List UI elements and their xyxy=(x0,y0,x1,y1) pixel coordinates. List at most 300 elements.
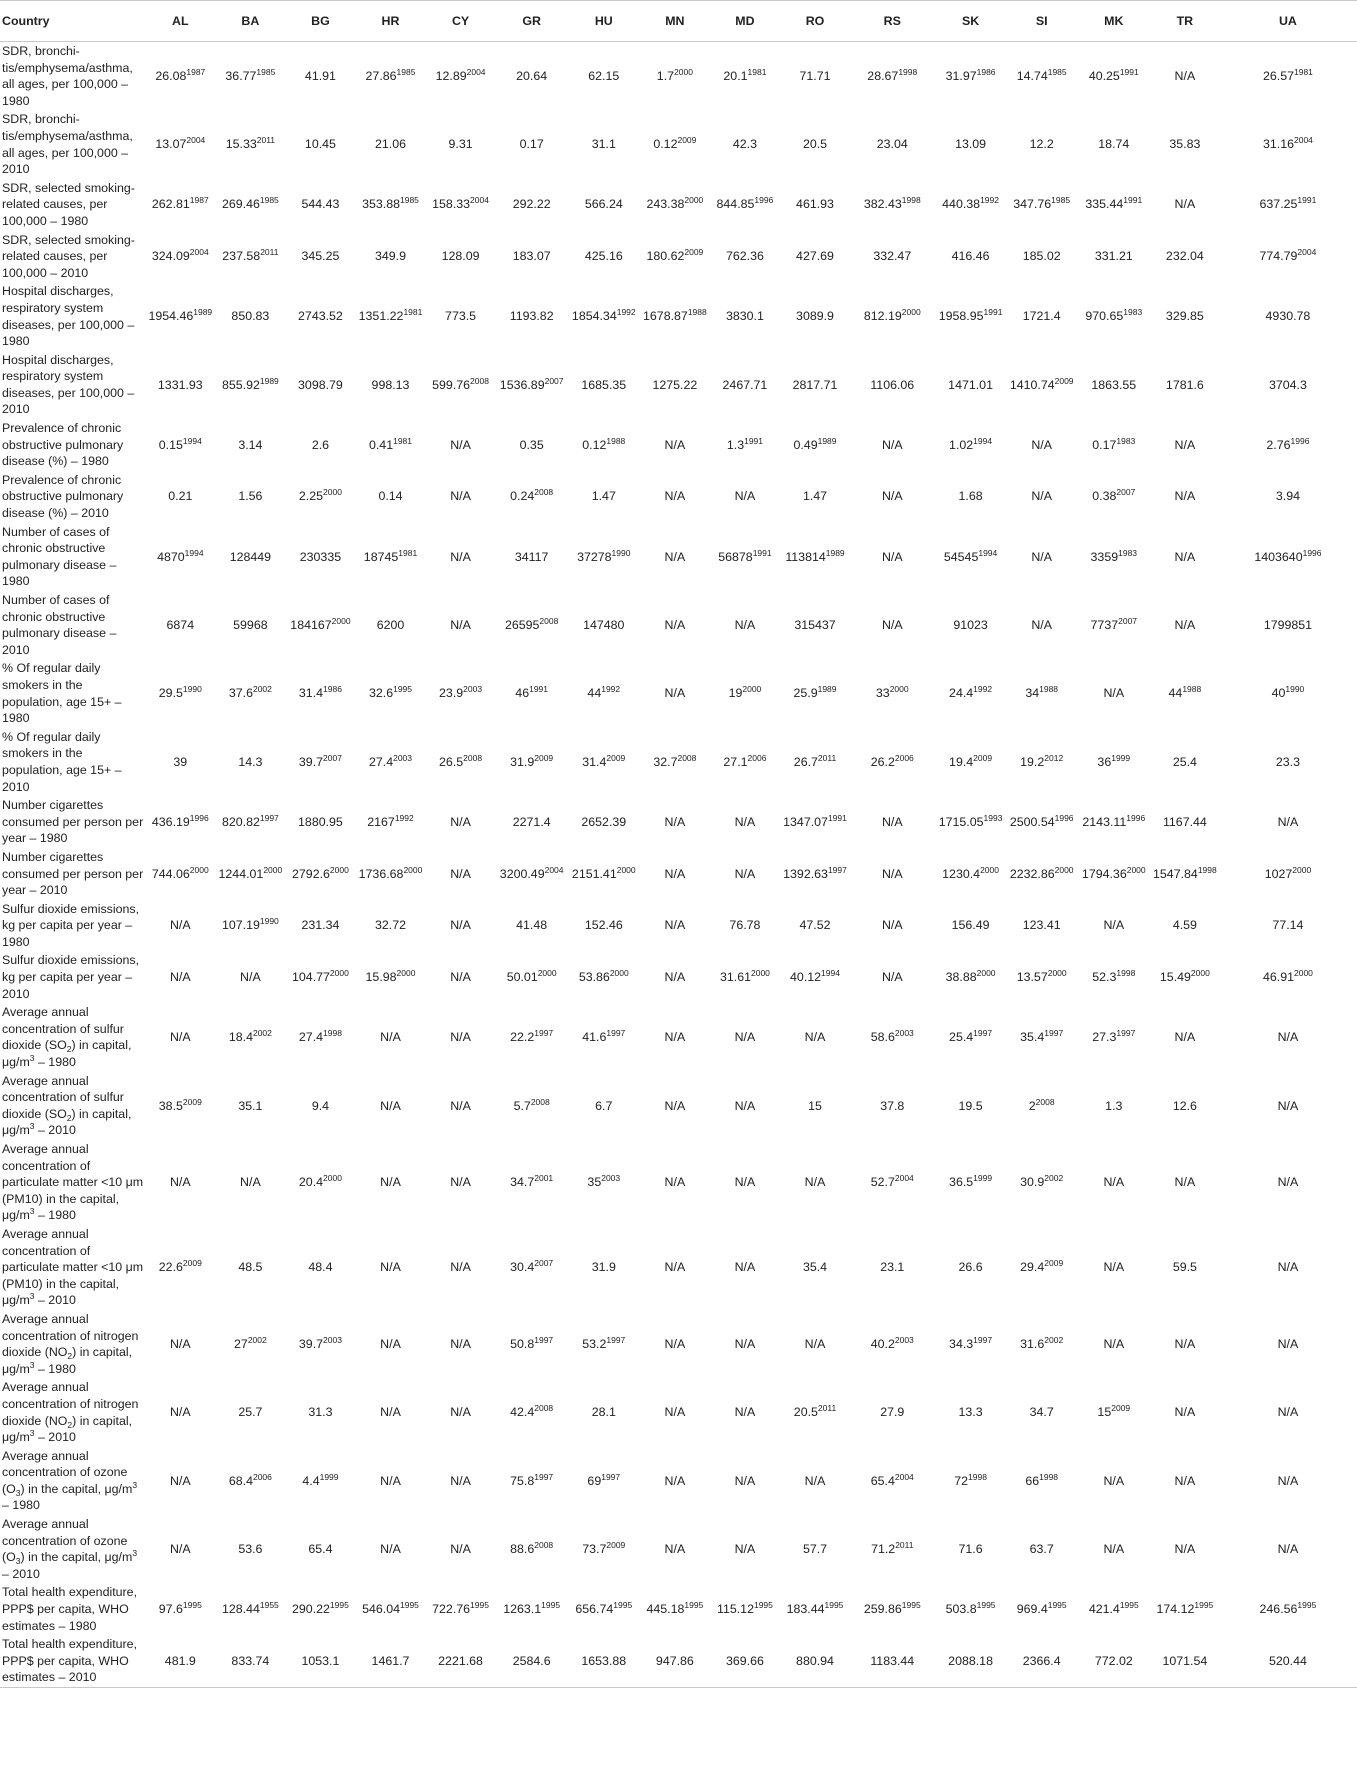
row-label: Average annual concentration of sulfur dioxide $(SO_2)$ in capital, $\mu g/m^3 - 2010$ xyxy=(2,1073,132,1138)
cell-gr xyxy=(496,1072,568,1140)
cell-si xyxy=(1007,471,1077,523)
cell-tr xyxy=(1151,419,1219,471)
cell-value: 20.5 xyxy=(802,137,828,152)
cell-year: 1997 xyxy=(601,1471,621,1482)
cell-sk xyxy=(935,1225,1007,1310)
cell-si xyxy=(1007,1003,1077,1071)
cell-ua xyxy=(1219,1635,1357,1687)
cell-sk xyxy=(935,1310,1007,1378)
cell-value: 315437 xyxy=(794,617,836,632)
cell-value: 31.97 xyxy=(945,68,977,83)
cell-ba xyxy=(215,523,285,591)
cell-value: 13.3 xyxy=(958,1405,983,1420)
cell-value: 21.06 xyxy=(374,137,406,152)
cell-tr xyxy=(1151,1583,1219,1635)
cell-value: 722.76 xyxy=(432,1602,471,1617)
header-mk: MK xyxy=(1104,13,1124,28)
cell-hr xyxy=(355,1072,425,1140)
cell-value: N/A xyxy=(664,1473,686,1488)
cell-value: 9.4 xyxy=(311,1098,330,1113)
cell-value: 1183.44 xyxy=(870,1653,915,1668)
cell-ua xyxy=(1219,951,1357,1003)
row-label: % Of regular daily smokers in the population, age 15+ – 1980 xyxy=(2,661,122,726)
cell-tr xyxy=(1151,1140,1219,1225)
cell-value: 3704.3 xyxy=(1268,377,1307,392)
cell-value: N/A xyxy=(664,1260,686,1275)
cell-value: 1.3 xyxy=(726,437,745,452)
cell-mn xyxy=(640,523,710,591)
cell-year: 1985 xyxy=(1051,195,1071,206)
cell-value: 27.4 xyxy=(368,754,394,769)
cell-mn xyxy=(640,282,710,350)
cell-value: 1071.54 xyxy=(1162,1653,1208,1668)
cell-value: 1.7 xyxy=(656,68,675,83)
cell-value: N/A xyxy=(169,970,191,985)
cell-value: 57.7 xyxy=(802,1541,828,1556)
cell-value: 75.8 xyxy=(510,1473,535,1488)
cell-value: 4.4 xyxy=(302,1473,320,1488)
cell-year: 1988 xyxy=(606,435,626,446)
cell-value: N/A xyxy=(380,1541,401,1556)
row-label: Sulfur dioxide emissions, kg per capita per year – 1980 xyxy=(2,901,140,949)
cell-hu xyxy=(568,523,640,591)
cell-value: 1653.88 xyxy=(581,1653,627,1668)
cell-value: 1954.46 xyxy=(148,309,194,324)
cell-tr xyxy=(1151,1447,1219,1515)
cell-year: 2009 xyxy=(534,752,554,763)
cell-ro xyxy=(780,1072,850,1140)
cell-cy xyxy=(426,728,496,796)
cell-cy xyxy=(426,659,496,727)
cell-mk xyxy=(1077,179,1151,231)
cell-value: 969.4 xyxy=(1016,1602,1048,1617)
cell-value: 27.3 xyxy=(1092,1030,1117,1045)
cell-value: N/A xyxy=(1103,1473,1125,1488)
cell-cy xyxy=(426,179,496,231)
cell-tr xyxy=(1151,728,1219,796)
cell-mk xyxy=(1077,1635,1151,1687)
cell-year: 2009 xyxy=(1111,1403,1131,1414)
cell-rs xyxy=(850,728,934,796)
cell-value: 19.4 xyxy=(949,754,974,769)
cell-value: 128.44 xyxy=(221,1602,260,1617)
row-label: Number cigarettes consumed per person per year – 2010 xyxy=(2,849,144,898)
cell-value: 31.4 xyxy=(582,754,607,769)
cell-mn xyxy=(640,1140,710,1225)
cell-mn xyxy=(640,659,710,727)
cell-ro xyxy=(780,848,850,900)
cell-gr xyxy=(496,1447,568,1515)
cell-ua xyxy=(1219,419,1357,471)
cell-year: 1997 xyxy=(973,1028,993,1039)
cell-value: N/A xyxy=(380,1336,401,1351)
cell-mk xyxy=(1077,231,1151,283)
cell-year: 1997 xyxy=(606,1334,626,1345)
cell-value: 3200.49 xyxy=(499,866,545,881)
cell-tr xyxy=(1151,659,1219,727)
cell-mn xyxy=(640,1378,710,1446)
cell-year: 2003 xyxy=(894,1028,914,1039)
cell-value: N/A xyxy=(804,1473,826,1488)
cell-year: 1992 xyxy=(394,812,414,823)
cell-value: 41.48 xyxy=(516,918,548,933)
cell-year: 1989 xyxy=(817,435,837,446)
cell-rs xyxy=(850,282,934,350)
cell-hr xyxy=(355,796,425,848)
cell-value: 599.76 xyxy=(432,377,471,392)
cell-al xyxy=(145,728,215,796)
cell-value: N/A xyxy=(380,1030,401,1045)
cell-mn xyxy=(640,796,710,848)
cell-ua xyxy=(1219,1515,1357,1583)
cell-sk xyxy=(935,728,1007,796)
cell-value: N/A xyxy=(664,1405,686,1420)
cell-year: 2000 xyxy=(674,66,693,77)
cell-rs xyxy=(850,1003,934,1071)
cell-hr xyxy=(355,900,425,952)
cell-value: 637.25 xyxy=(1259,197,1298,212)
cell-value: 1799851 xyxy=(1263,617,1313,632)
cell-value: 998.13 xyxy=(371,377,410,392)
cell-hu xyxy=(568,1140,640,1225)
cell-rs xyxy=(850,1310,934,1378)
cell-si xyxy=(1007,1378,1077,1446)
cell-value: 48.5 xyxy=(238,1260,263,1275)
table-row xyxy=(0,110,1357,178)
row-label: Number of cases of chronic obstructive pulmonary disease – 2010 xyxy=(2,593,117,657)
header-hr: HR xyxy=(381,13,400,28)
cell-mn xyxy=(640,42,710,111)
cell-year: 2008 xyxy=(470,375,489,386)
cell-value: 762.36 xyxy=(725,249,764,264)
cell-value: 31.3 xyxy=(308,1405,333,1420)
cell-value: N/A xyxy=(450,437,471,452)
cell-ro xyxy=(780,659,850,727)
cell-ro xyxy=(780,1635,850,1687)
cell-si xyxy=(1007,951,1077,1003)
cell-year: 2003 xyxy=(601,1173,621,1184)
cell-si xyxy=(1007,591,1077,659)
header-cy: CY xyxy=(451,13,470,28)
cell-hu xyxy=(568,110,640,178)
cell-si xyxy=(1007,42,1077,111)
cell-tr xyxy=(1151,523,1219,591)
cell-cy xyxy=(426,591,496,659)
cell-value: 50.8 xyxy=(510,1336,535,1351)
cell-value: 34 xyxy=(1025,686,1040,701)
header-ua: UA xyxy=(1278,13,1297,28)
cell-value: 68.4 xyxy=(228,1473,253,1488)
cell-value: N/A xyxy=(1277,1336,1299,1351)
cell-hr xyxy=(355,1140,425,1225)
cell-value: N/A xyxy=(881,617,903,632)
cell-value: 1863.55 xyxy=(1091,377,1137,392)
cell-value: 97.6 xyxy=(158,1602,183,1617)
cell-value: 812.19 xyxy=(863,309,902,324)
cell-hu xyxy=(568,1378,640,1446)
cell-bg xyxy=(285,1310,355,1378)
cell-year: 1996 xyxy=(189,812,209,823)
cell-value: 40 xyxy=(1271,686,1286,701)
cell-value: N/A xyxy=(881,489,903,504)
cell-ua xyxy=(1219,900,1357,952)
cell-md xyxy=(710,1635,780,1687)
cell-value: 27.4 xyxy=(298,1030,324,1045)
cell-year: 2011 xyxy=(256,135,276,146)
cell-bg xyxy=(285,179,355,231)
cell-al xyxy=(145,1072,215,1140)
cell-value: N/A xyxy=(450,617,471,632)
cell-year: 2004 xyxy=(894,1471,914,1482)
row-label: SDR, bronchi-tis/emphysema/asthma, all ages, per 100,000 – 2010 xyxy=(2,112,133,177)
cell-value: 15.98 xyxy=(365,970,397,985)
cell-year: 2004 xyxy=(470,195,489,206)
cell-value: 18745 xyxy=(363,549,399,564)
cell-year: 1991 xyxy=(752,547,772,558)
cell-ro xyxy=(780,900,850,952)
cell-value: N/A xyxy=(450,489,471,504)
cell-value: 3359 xyxy=(1090,549,1119,564)
cell-value: N/A xyxy=(1031,489,1052,504)
cell-value: N/A xyxy=(1174,437,1196,452)
cell-value: 115.12 xyxy=(716,1602,754,1617)
cell-hr xyxy=(355,471,425,523)
cell-year: 2009 xyxy=(606,1539,626,1550)
cell-value: 35.1 xyxy=(238,1098,263,1113)
header-md: MD xyxy=(735,13,755,28)
cell-value: 32.6 xyxy=(368,686,394,701)
cell-value: 32.72 xyxy=(374,918,406,933)
cell-year: 2006 xyxy=(252,1471,272,1482)
cell-bg xyxy=(285,591,355,659)
cell-year: 1995 xyxy=(541,1600,561,1611)
cell-al xyxy=(145,1003,215,1071)
cell-hu xyxy=(568,1003,640,1071)
cell-ba xyxy=(215,1583,285,1635)
cell-mk xyxy=(1077,523,1151,591)
cell-gr xyxy=(496,1515,568,1583)
cell-ba xyxy=(215,1447,285,1515)
cell-year: 2004 xyxy=(1293,135,1313,146)
cell-value: 24.4 xyxy=(949,686,974,701)
cell-value: 1053.1 xyxy=(301,1653,340,1668)
cell-value: 2143.11 xyxy=(1082,814,1127,829)
cell-hr xyxy=(355,1447,425,1515)
cell-cy xyxy=(426,1583,496,1635)
cell-gr xyxy=(496,419,568,471)
cell-year: 1985 xyxy=(399,195,419,206)
cell-ba xyxy=(215,728,285,796)
cell-value: N/A xyxy=(1103,1260,1125,1275)
cell-si xyxy=(1007,796,1077,848)
cell-sk xyxy=(935,42,1007,111)
cell-ro xyxy=(780,282,850,350)
cell-value: N/A xyxy=(450,1336,471,1351)
cell-md xyxy=(710,523,780,591)
cell-mn xyxy=(640,1583,710,1635)
cell-year: 1990 xyxy=(182,684,202,695)
cell-ua xyxy=(1219,796,1357,848)
cell-value: 0.49 xyxy=(793,437,818,452)
cell-value: 56878 xyxy=(718,549,753,564)
cell-year: 1999 xyxy=(973,1173,993,1184)
cell-year: 1995 xyxy=(901,1600,921,1611)
cell-year: 2008 xyxy=(463,752,483,763)
header-mn: MN xyxy=(665,13,685,28)
cell-value: 2.76 xyxy=(1266,437,1291,452)
cell-sk xyxy=(935,471,1007,523)
cell-gr xyxy=(496,42,568,111)
cell-value: N/A xyxy=(1277,1260,1299,1275)
cell-md xyxy=(710,659,780,727)
cell-year: 1981 xyxy=(747,66,767,77)
cell-value: 26.57 xyxy=(1262,68,1294,83)
cell-rs xyxy=(850,1225,934,1310)
cell-ro xyxy=(780,1310,850,1378)
cell-year: 1995 xyxy=(684,1600,704,1611)
cell-year: 2000 xyxy=(609,968,629,979)
cell-value: 0.24 xyxy=(510,489,535,504)
cell-mk xyxy=(1077,42,1151,111)
cell-year: 2000 xyxy=(1047,968,1067,979)
cell-ro xyxy=(780,179,850,231)
cell-mk xyxy=(1077,728,1151,796)
cell-value: 0.21 xyxy=(168,489,193,504)
cell-value: N/A xyxy=(734,1098,756,1113)
cell-ba xyxy=(215,951,285,1003)
cell-rs xyxy=(850,471,934,523)
cell-si xyxy=(1007,1635,1077,1687)
cell-value: 20.4 xyxy=(298,1175,324,1190)
cell-value: N/A xyxy=(1174,1541,1196,1556)
cell-year: 1995 xyxy=(824,1600,844,1611)
cell-year: 2009 xyxy=(606,752,626,763)
cell-al xyxy=(145,848,215,900)
cell-sk xyxy=(935,419,1007,471)
cell-mk xyxy=(1077,110,1151,178)
cell-mk xyxy=(1077,471,1151,523)
table-row xyxy=(0,1378,1357,1446)
cell-year: 1985 xyxy=(396,66,416,77)
cell-cy xyxy=(426,419,496,471)
cell-year: 1991 xyxy=(1297,195,1317,206)
table-body xyxy=(0,42,1357,1688)
cell-sk xyxy=(935,523,1007,591)
cell-value: N/A xyxy=(450,1175,471,1190)
cell-value: N/A xyxy=(664,814,686,829)
cell-bg xyxy=(285,351,355,419)
cell-value: N/A xyxy=(240,970,261,985)
cell-year: 2009 xyxy=(1044,1258,1064,1269)
cell-year: 1991 xyxy=(529,684,549,695)
cell-ro xyxy=(780,591,850,659)
cell-bg xyxy=(285,42,355,111)
cell-value: 22.6 xyxy=(158,1260,183,1275)
cell-gr xyxy=(496,728,568,796)
cell-year: 2003 xyxy=(463,684,483,695)
cell-value: 13.57 xyxy=(1016,970,1048,985)
cell-value: 28.1 xyxy=(591,1405,616,1420)
cell-si xyxy=(1007,1310,1077,1378)
cell-value: 1536.89 xyxy=(499,377,545,392)
cell-sk xyxy=(935,1072,1007,1140)
cell-gr xyxy=(496,1140,568,1225)
cell-hr xyxy=(355,1310,425,1378)
cell-value: 156.49 xyxy=(951,918,990,933)
cell-year: 1994 xyxy=(821,968,840,979)
cell-md xyxy=(710,1583,780,1635)
cell-hu xyxy=(568,1583,640,1635)
cell-mk xyxy=(1077,1310,1151,1378)
cell-ro xyxy=(780,1515,850,1583)
table-row xyxy=(0,796,1357,848)
cell-value: 31.16 xyxy=(1262,137,1294,152)
cell-year: 1985 xyxy=(256,66,276,77)
cell-value: N/A xyxy=(450,549,471,564)
cell-value: N/A xyxy=(380,1260,401,1275)
cell-value: N/A xyxy=(450,1030,471,1045)
cell-value: 2652.39 xyxy=(581,814,627,829)
cell-value: 6874 xyxy=(166,617,195,632)
cell-value: N/A xyxy=(450,1260,471,1275)
cell-value: 4870 xyxy=(157,549,185,564)
cell-gr xyxy=(496,179,568,231)
cell-value: 36.77 xyxy=(225,68,257,83)
cell-sk xyxy=(935,796,1007,848)
cell-value: 41.91 xyxy=(304,68,336,83)
cell-value: 0.14 xyxy=(378,489,403,504)
cell-year: 1991 xyxy=(1119,66,1139,77)
cell-mk xyxy=(1077,1072,1151,1140)
cell-tr xyxy=(1151,951,1219,1003)
cell-value: 1.68 xyxy=(958,489,983,504)
cell-ba xyxy=(215,1635,285,1687)
cell-md xyxy=(710,591,780,659)
cell-ba xyxy=(215,900,285,952)
cell-tr xyxy=(1151,471,1219,523)
cell-year: 2000 xyxy=(1054,864,1074,875)
cell-value: 65.4 xyxy=(870,1473,895,1488)
cell-tr xyxy=(1151,591,1219,659)
cell-al xyxy=(145,1447,215,1515)
cell-year: 1998 xyxy=(1197,864,1217,875)
cell-value: 71.2 xyxy=(871,1541,896,1556)
cell-value: N/A xyxy=(1277,1030,1299,1045)
cell-value: 1027 xyxy=(1264,866,1293,881)
cell-year: 2008 xyxy=(534,487,554,498)
cell-ua xyxy=(1219,231,1357,283)
cell-mn xyxy=(640,231,710,283)
cell-value: N/A xyxy=(664,970,686,985)
table-row xyxy=(0,1635,1357,1687)
cell-ba xyxy=(215,1140,285,1225)
cell-year: 2003 xyxy=(393,752,413,763)
cell-ba xyxy=(215,659,285,727)
cell-year: 2008 xyxy=(534,1403,554,1414)
cell-bg xyxy=(285,951,355,1003)
cell-hr xyxy=(355,1515,425,1583)
cell-value: N/A xyxy=(734,489,756,504)
cell-hu xyxy=(568,796,640,848)
cell-hr xyxy=(355,1378,425,1446)
cell-value: 844.85 xyxy=(716,197,755,212)
cell-md xyxy=(710,848,780,900)
cell-year: 2007 xyxy=(1118,615,1138,626)
cell-year: 1981 xyxy=(1293,66,1313,77)
cell-value: 25.4 xyxy=(1172,754,1197,769)
row-label: Number of cases of chronic obstructive pulmonary disease – 1980 xyxy=(2,524,117,589)
cell-ua xyxy=(1219,42,1357,111)
